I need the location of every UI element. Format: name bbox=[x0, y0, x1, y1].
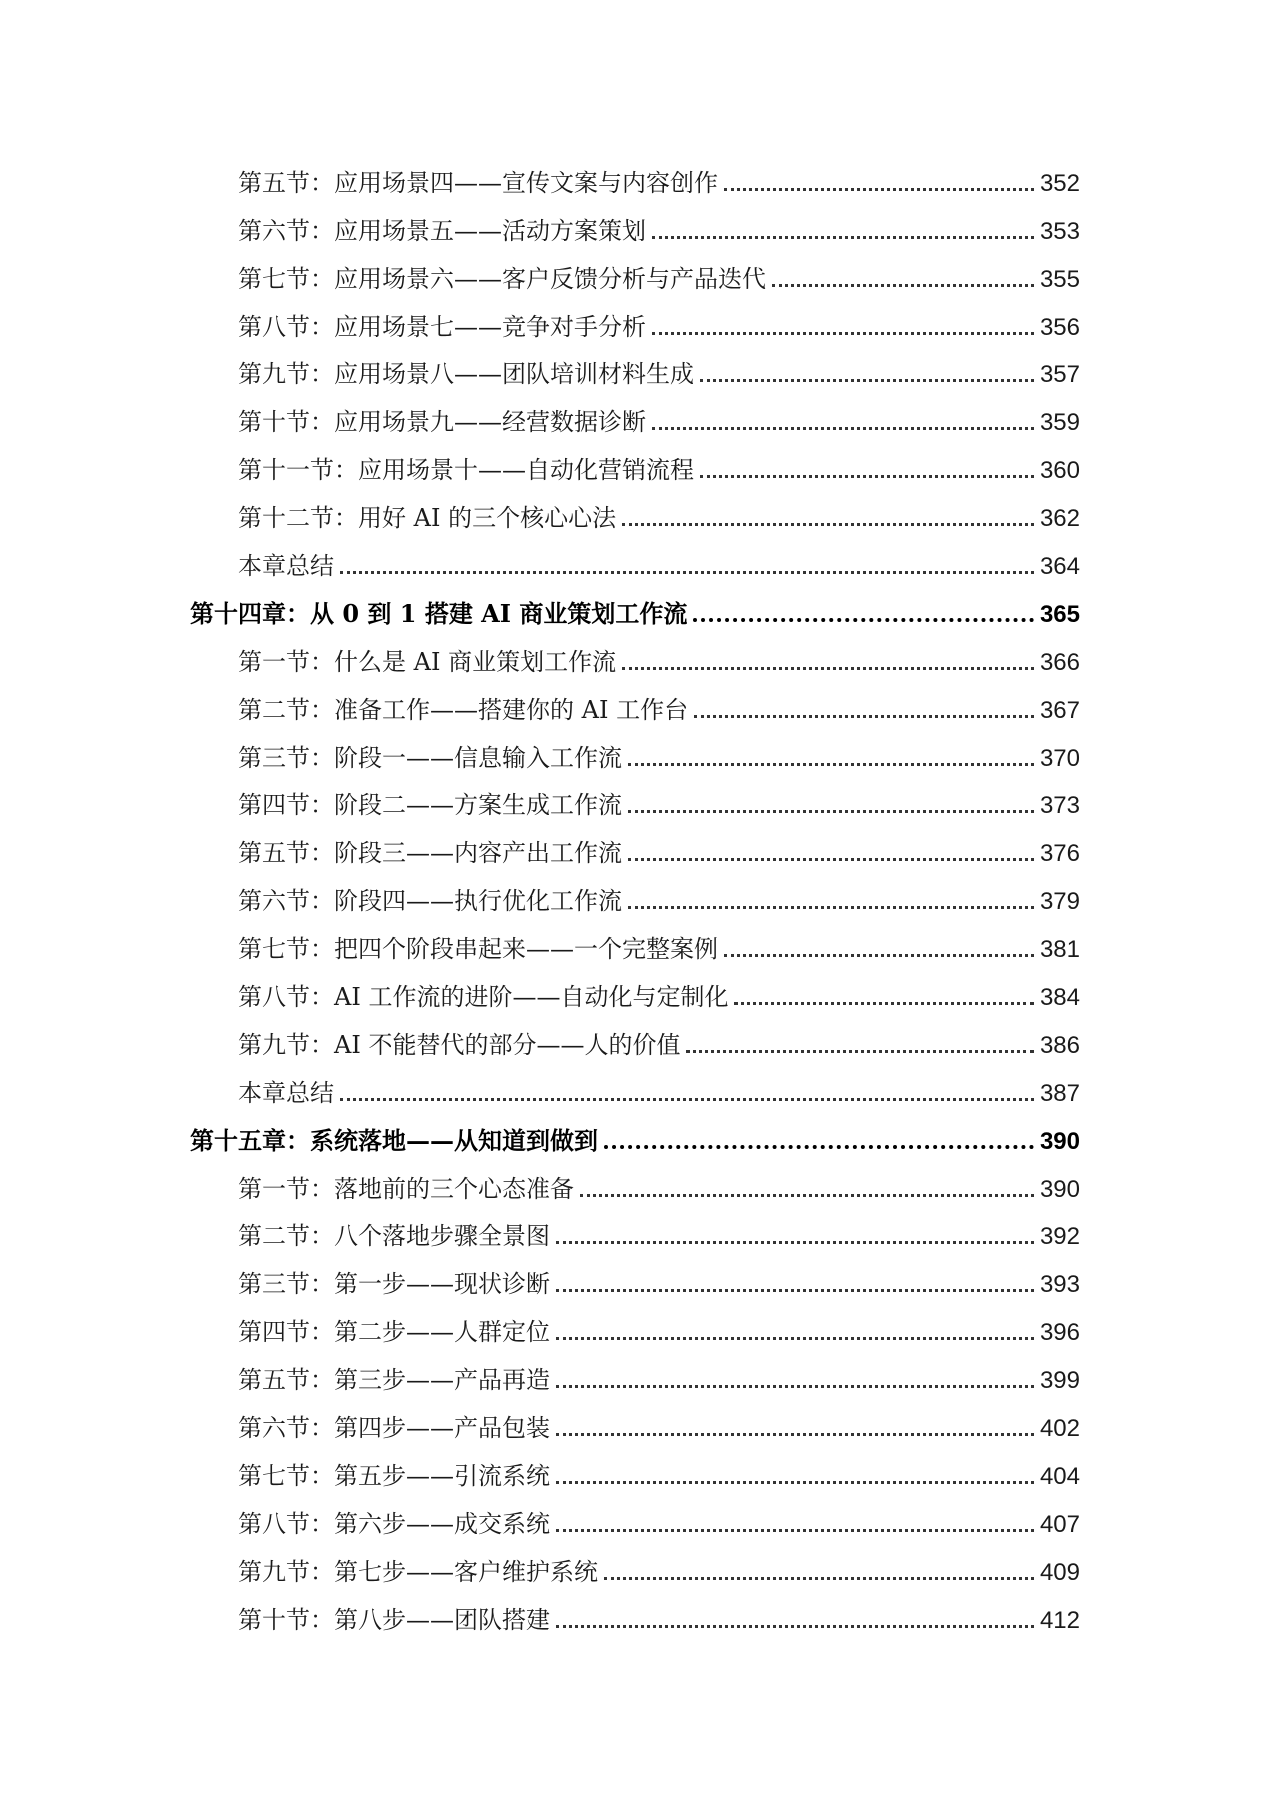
toc-page-number: 360 bbox=[1039, 457, 1080, 485]
toc-page-number: 387 bbox=[1039, 1079, 1080, 1107]
dot-leader bbox=[628, 906, 1034, 909]
dot-leader bbox=[628, 810, 1034, 813]
toc-page-number: 357 bbox=[1039, 361, 1080, 389]
toc-entry-title: 第十五章：系统落地——从知道到做到 bbox=[190, 1125, 598, 1155]
toc-section-entry[interactable] bbox=[190, 485, 1080, 533]
dot-leader bbox=[340, 571, 1034, 574]
toc-entry-title: 第七节：第五步——引流系统 bbox=[238, 1461, 550, 1490]
dot-leader bbox=[700, 475, 1034, 478]
dot-leader bbox=[604, 1145, 1034, 1149]
toc-entry-title: 第一节：什么是 AI 商业策划工作流 bbox=[238, 647, 617, 676]
toc-section-entry[interactable] bbox=[190, 916, 1080, 964]
dot-leader bbox=[604, 1577, 1034, 1580]
toc-section-entry[interactable] bbox=[190, 1443, 1080, 1491]
dot-leader bbox=[580, 1194, 1034, 1197]
toc-page-number: 409 bbox=[1039, 1558, 1080, 1586]
toc-page-number: 404 bbox=[1039, 1462, 1080, 1490]
toc-entry-title: 第七节：把四个阶段串起来——一个完整案例 bbox=[238, 935, 718, 964]
toc-page-number: 379 bbox=[1039, 888, 1080, 916]
toc-page-number: 399 bbox=[1039, 1367, 1080, 1395]
dot-leader bbox=[772, 284, 1034, 287]
toc-page-number: 356 bbox=[1039, 313, 1080, 341]
toc-entry-title: 第八节：AI 工作流的进阶——自动化与定制化 bbox=[238, 983, 729, 1012]
toc-page-number: 390 bbox=[1039, 1175, 1080, 1203]
toc-section-entry[interactable] bbox=[190, 773, 1080, 821]
toc-page-number: 381 bbox=[1039, 936, 1080, 964]
dot-leader bbox=[686, 1050, 1034, 1053]
toc-section-entry[interactable] bbox=[190, 246, 1080, 294]
toc-page-number: 366 bbox=[1039, 648, 1080, 676]
toc-section-entry[interactable] bbox=[190, 1156, 1080, 1204]
toc-section-entry[interactable] bbox=[190, 437, 1080, 485]
toc-entry-title: 第十节：第八步——团队搭建 bbox=[238, 1605, 550, 1634]
dot-leader bbox=[700, 379, 1034, 382]
toc-page-number: 359 bbox=[1039, 409, 1080, 437]
toc-section-entry[interactable] bbox=[190, 342, 1080, 390]
dot-leader bbox=[556, 1337, 1034, 1340]
toc-entry-title: 第二节：八个落地步骤全景图 bbox=[238, 1222, 550, 1251]
toc-page-number: 364 bbox=[1039, 553, 1080, 581]
toc-page-number: 353 bbox=[1039, 217, 1080, 245]
toc-page-number: 373 bbox=[1039, 792, 1080, 820]
dot-leader bbox=[556, 1385, 1034, 1388]
dot-leader bbox=[622, 667, 1034, 670]
toc-section-entry[interactable] bbox=[190, 533, 1080, 581]
toc-entry-title: 第九节：AI 不能替代的部分——人的价值 bbox=[238, 1030, 681, 1059]
toc-entry-title: 第十四章：从 0 到 1 搭建 AI 商业策划工作流 bbox=[190, 598, 688, 628]
toc-entry-title: 第十节：应用场景九——经营数据诊断 bbox=[238, 408, 646, 437]
toc-section-entry[interactable] bbox=[190, 1299, 1080, 1347]
toc-page-number: 365 bbox=[1039, 600, 1080, 628]
toc-section-entry[interactable] bbox=[190, 1012, 1080, 1060]
toc-page-number: 396 bbox=[1039, 1319, 1080, 1347]
toc-entry-title: 第十一节：应用场景十——自动化营销流程 bbox=[238, 456, 694, 485]
toc-section-entry[interactable] bbox=[190, 1060, 1080, 1108]
toc-entry-title: 第二节：准备工作——搭建你的 AI 工作台 bbox=[238, 695, 689, 724]
toc-entry-title: 第七节：应用场景六——客户反馈分析与产品迭代 bbox=[238, 264, 766, 293]
toc-page-number: 386 bbox=[1039, 1031, 1080, 1059]
toc-page-number: 384 bbox=[1039, 984, 1080, 1012]
toc-section-entry[interactable] bbox=[190, 1587, 1080, 1635]
toc-entry-title: 本章总结 bbox=[238, 1078, 334, 1107]
toc-entry-title: 第一节：落地前的三个心态准备 bbox=[238, 1174, 574, 1203]
toc-section-entry[interactable] bbox=[190, 198, 1080, 246]
toc-entry-title: 第八节：第六步——成交系统 bbox=[238, 1509, 550, 1538]
toc-entry-title: 第六节：应用场景五——活动方案策划 bbox=[238, 216, 646, 245]
dot-leader bbox=[652, 427, 1034, 430]
toc-page-number: 352 bbox=[1039, 169, 1080, 197]
toc-chapter-entry[interactable] bbox=[190, 1108, 1080, 1156]
dot-leader bbox=[556, 1241, 1034, 1244]
dot-leader bbox=[622, 523, 1034, 526]
dot-leader bbox=[556, 1529, 1034, 1532]
toc-page-number: 355 bbox=[1039, 265, 1080, 293]
toc-section-entry[interactable] bbox=[190, 868, 1080, 916]
dot-leader bbox=[556, 1433, 1034, 1436]
dot-leader bbox=[652, 332, 1034, 335]
toc-section-entry[interactable] bbox=[190, 677, 1080, 725]
toc-section-entry[interactable] bbox=[190, 389, 1080, 437]
toc-entry-title: 第九节：应用场景八——团队培训材料生成 bbox=[238, 360, 694, 389]
dot-leader bbox=[724, 954, 1034, 957]
dot-leader bbox=[628, 858, 1034, 861]
toc-page-number: 370 bbox=[1039, 744, 1080, 772]
toc-section-entry[interactable] bbox=[190, 629, 1080, 677]
dot-leader bbox=[556, 1625, 1034, 1628]
dot-leader bbox=[724, 188, 1034, 191]
toc-entry-title: 第十二节：用好 AI 的三个核心心法 bbox=[238, 504, 617, 533]
toc-page-number: 362 bbox=[1039, 505, 1080, 533]
toc-page-number: 367 bbox=[1039, 696, 1080, 724]
toc-entry-title: 第五节：阶段三——内容产出工作流 bbox=[238, 839, 622, 868]
dot-leader bbox=[694, 715, 1034, 718]
dot-leader bbox=[556, 1289, 1034, 1292]
toc-page-number: 412 bbox=[1039, 1606, 1080, 1634]
dot-leader bbox=[556, 1481, 1034, 1484]
toc-entry-title: 第三节：第一步——现状诊断 bbox=[238, 1270, 550, 1299]
toc-entry-title: 第九节：第七步——客户维护系统 bbox=[238, 1557, 598, 1586]
toc-page-number: 402 bbox=[1039, 1415, 1080, 1443]
toc-page-number: 393 bbox=[1039, 1271, 1080, 1299]
toc-section-entry[interactable] bbox=[190, 294, 1080, 342]
toc-entry-title: 第六节：第四步——产品包装 bbox=[238, 1414, 550, 1443]
toc-section-entry[interactable] bbox=[190, 1251, 1080, 1299]
toc-entry-title: 本章总结 bbox=[238, 552, 334, 581]
toc-entry-title: 第四节：第二步——人群定位 bbox=[238, 1318, 550, 1347]
toc-section-entry[interactable] bbox=[190, 820, 1080, 868]
toc-section-entry[interactable] bbox=[190, 725, 1080, 773]
toc-section-entry[interactable] bbox=[190, 1347, 1080, 1395]
toc-page-number: 392 bbox=[1039, 1223, 1080, 1251]
dot-leader bbox=[340, 1098, 1034, 1101]
dot-leader bbox=[734, 1002, 1034, 1005]
toc-entry-title: 第四节：阶段二——方案生成工作流 bbox=[238, 791, 622, 820]
toc-section-entry[interactable] bbox=[190, 964, 1080, 1012]
toc-section-entry[interactable] bbox=[190, 150, 1080, 198]
toc-section-entry[interactable] bbox=[190, 1491, 1080, 1539]
toc-page-number: 376 bbox=[1039, 840, 1080, 868]
toc-section-entry[interactable] bbox=[190, 1395, 1080, 1443]
toc-chapter-entry[interactable] bbox=[190, 581, 1080, 629]
toc-section-entry[interactable] bbox=[190, 1204, 1080, 1252]
dot-leader bbox=[693, 618, 1034, 622]
toc-page-number: 407 bbox=[1039, 1510, 1080, 1538]
toc-entry-title: 第八节：应用场景七——竞争对手分析 bbox=[238, 312, 646, 341]
toc-entry-title: 第五节：第三步——产品再造 bbox=[238, 1366, 550, 1395]
toc-section-entry[interactable] bbox=[190, 1539, 1080, 1587]
toc-page-number: 390 bbox=[1039, 1127, 1080, 1155]
toc-entry-title: 第五节：应用场景四——宣传文案与内容创作 bbox=[238, 168, 718, 197]
dot-leader bbox=[652, 236, 1034, 239]
dot-leader bbox=[628, 763, 1034, 766]
toc-entry-title: 第六节：阶段四——执行优化工作流 bbox=[238, 887, 622, 916]
table-of-contents bbox=[190, 150, 1080, 1635]
toc-entry-title: 第三节：阶段一——信息输入工作流 bbox=[238, 743, 622, 772]
